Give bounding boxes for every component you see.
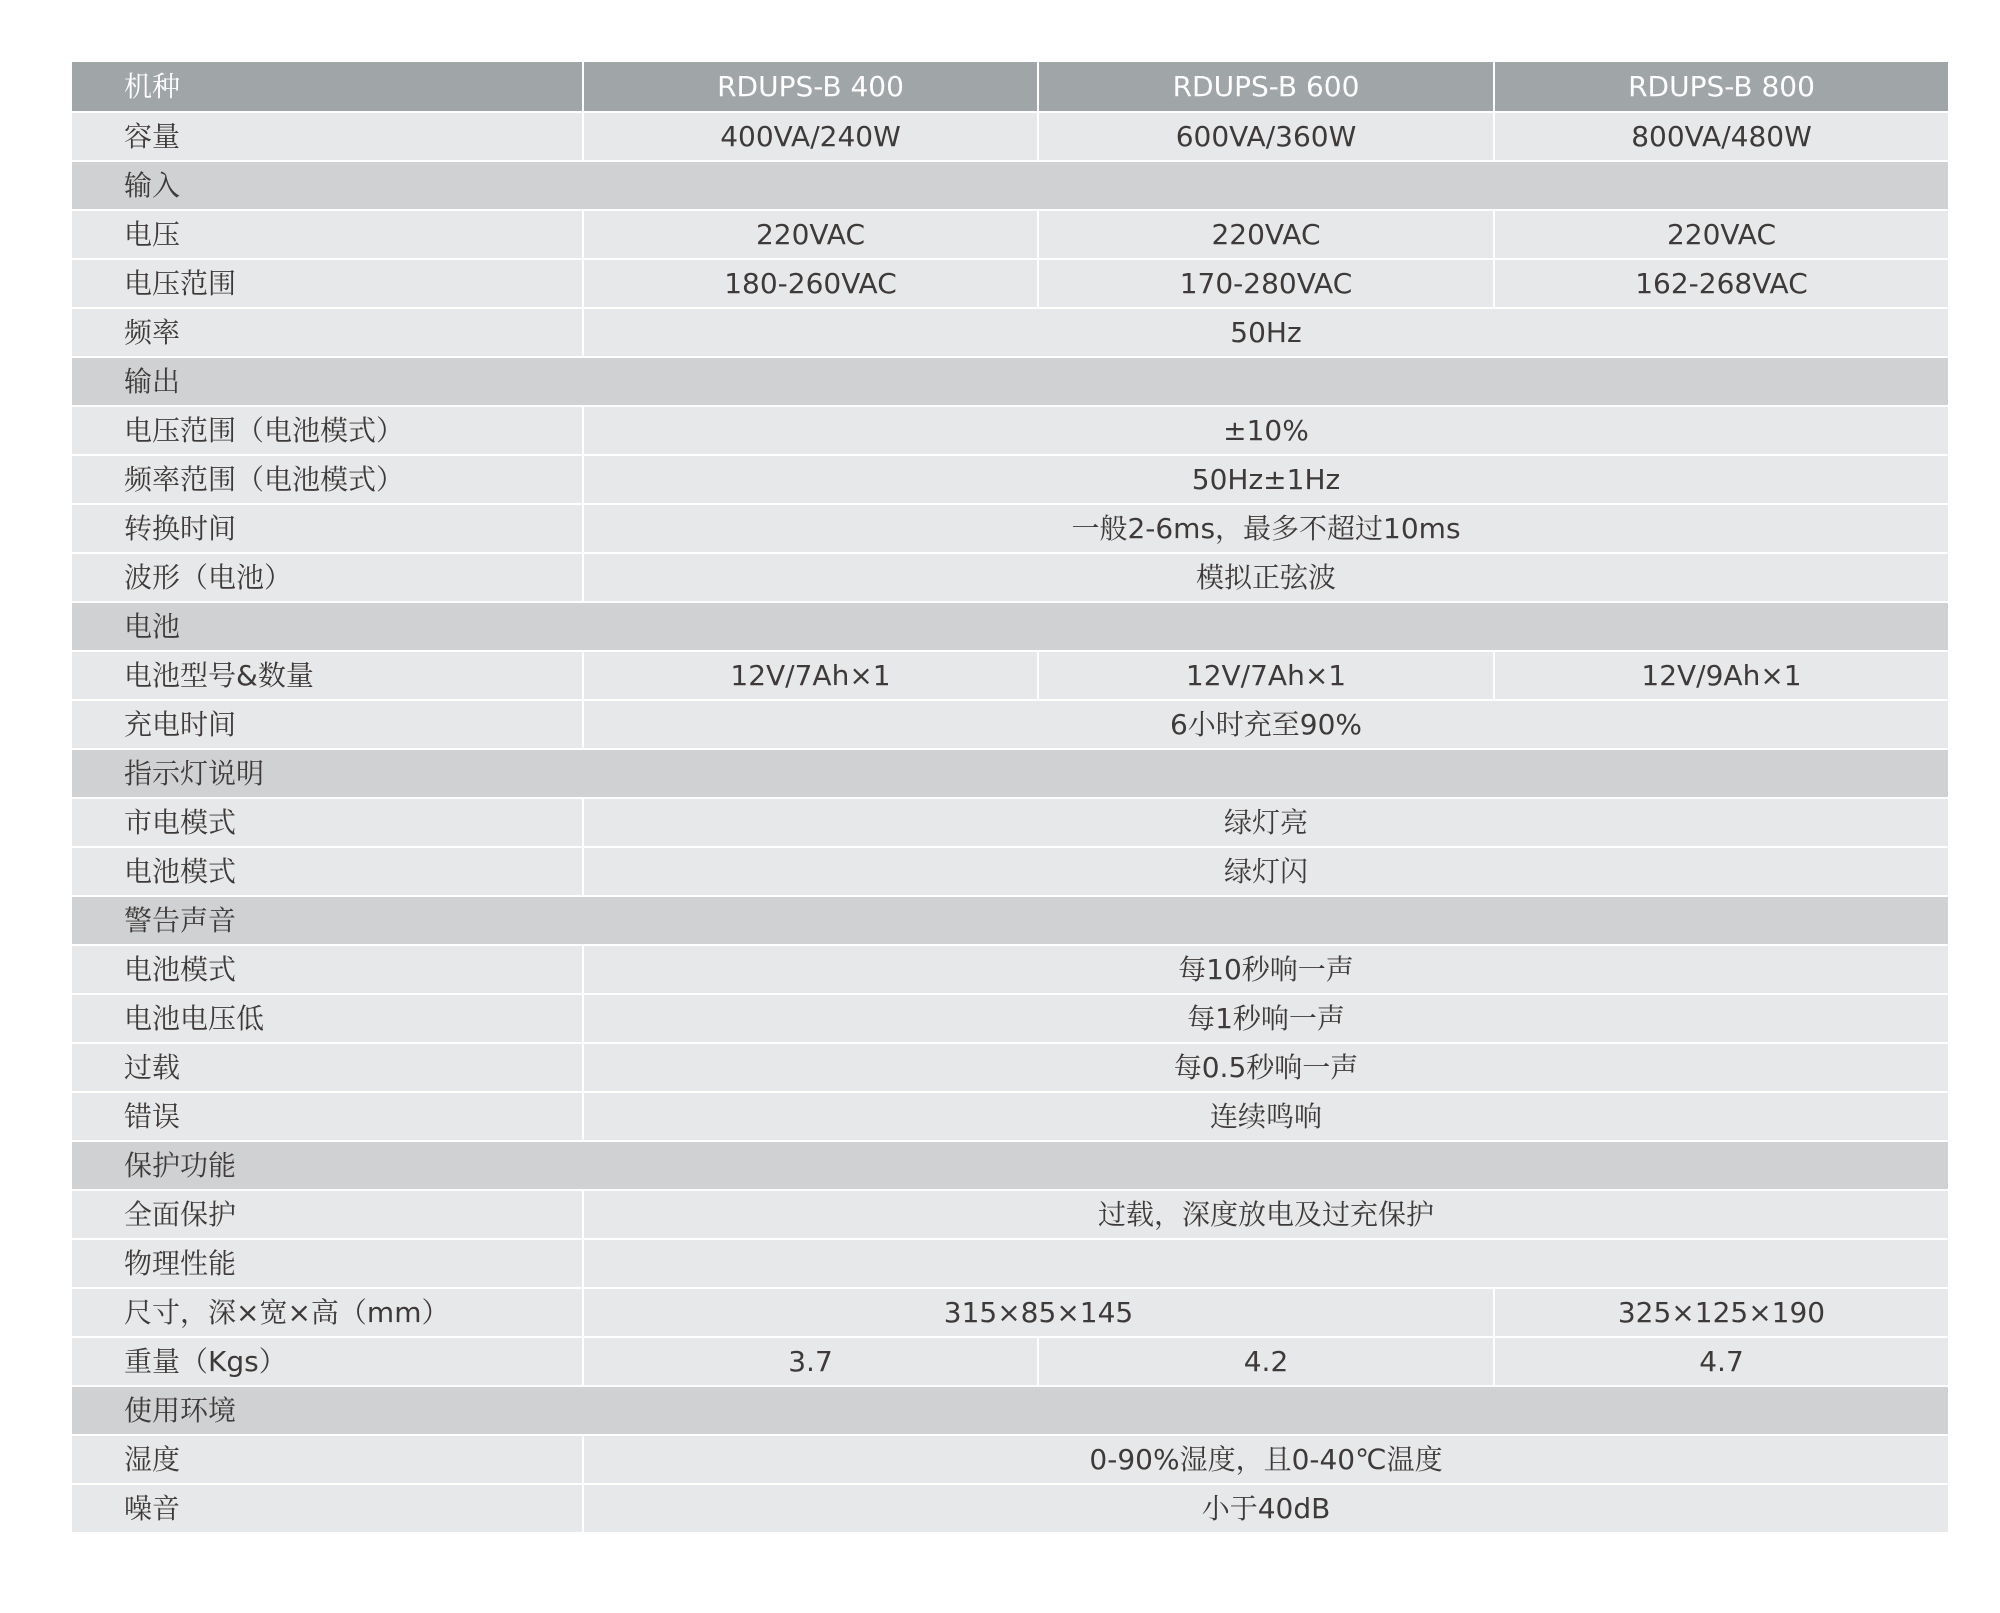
spec-value: 每0.5秒响一声 [583,1043,1949,1092]
spec-value: 50Hz [583,308,1949,357]
spec-value: 4.7 [1494,1337,1949,1386]
spec-value: 600VA/360W [1038,112,1494,161]
spec-row [71,308,1949,357]
spec-label: 错误 [71,1092,583,1141]
section-label: 输入 [71,161,1949,210]
spec-value: 绿灯闪 [583,847,1949,896]
spec-value: 小于40dB [583,1484,1949,1533]
section-row [71,749,1949,798]
spec-row [71,1435,1949,1484]
spec-row [71,553,1949,602]
model-header: RDUPS-B 800 [1494,61,1949,112]
section-row [71,1141,1949,1190]
spec-table [70,60,1950,1534]
spec-row [71,1288,1949,1337]
spec-row [71,1092,1949,1141]
spec-label: 电池模式 [71,945,583,994]
spec-value: 4.2 [1038,1337,1494,1386]
spec-value: 315×85×145 [583,1288,1494,1337]
spec-value: 12V/7Ah×1 [1038,651,1494,700]
spec-value: 连续鸣响 [583,1092,1949,1141]
spec-value: 220VAC [1038,210,1494,259]
spec-label: 容量 [71,112,583,161]
spec-row [71,406,1949,455]
spec-value: 3.7 [583,1337,1038,1386]
section-row [71,896,1949,945]
header-row [71,61,1949,112]
section-row [71,161,1949,210]
spec-label: 湿度 [71,1435,583,1484]
spec-value: 一般2-6ms，最多不超过10ms [583,504,1949,553]
spec-label: 全面保护 [71,1190,583,1239]
spec-row [71,1337,1949,1386]
spec-label: 电池模式 [71,847,583,896]
section-label: 警告声音 [71,896,1949,945]
section-label: 电池 [71,602,1949,651]
spec-value: 162-268VAC [1494,259,1949,308]
spec-row [71,994,1949,1043]
spec-row [71,1484,1949,1533]
spec-row [71,847,1949,896]
spec-label: 过载 [71,1043,583,1092]
section-label: 输出 [71,357,1949,406]
model-header: RDUPS-B 400 [583,61,1038,112]
spec-value: 每1秒响一声 [583,994,1949,1043]
spec-label: 转换时间 [71,504,583,553]
spec-row [71,651,1949,700]
spec-label: 波形（电池） [71,553,583,602]
spec-row [71,455,1949,504]
spec-row [71,1239,1949,1288]
spec-value: 800VA/480W [1494,112,1949,161]
section-row [71,357,1949,406]
spec-value: 400VA/240W [583,112,1038,161]
spec-row [71,798,1949,847]
spec-row [71,1190,1949,1239]
spec-value: 12V/9Ah×1 [1494,651,1949,700]
spec-label: 频率范围（电池模式） [71,455,583,504]
spec-label: 电压 [71,210,583,259]
spec-row [71,504,1949,553]
spec-value: 过载，深度放电及过充保护 [583,1190,1949,1239]
spec-row [71,210,1949,259]
spec-row [71,112,1949,161]
spec-value: 模拟正弦波 [583,553,1949,602]
section-row [71,1386,1949,1435]
spec-value: 6小时充至90% [583,700,1949,749]
section-label: 保护功能 [71,1141,1949,1190]
section-row [71,602,1949,651]
spec-label: 尺寸，深×宽×高（mm） [71,1288,583,1337]
spec-value: 每10秒响一声 [583,945,1949,994]
spec-label: 电池电压低 [71,994,583,1043]
spec-value: 绿灯亮 [583,798,1949,847]
spec-row [71,945,1949,994]
spec-value: 0-90%湿度，且0-40℃温度 [583,1435,1949,1484]
spec-value: 220VAC [1494,210,1949,259]
model-header: RDUPS-B 600 [1038,61,1494,112]
spec-label: 重量（Kgs） [71,1337,583,1386]
spec-value [583,1239,1949,1288]
spec-label: 噪音 [71,1484,583,1533]
spec-label: 市电模式 [71,798,583,847]
spec-row [71,1043,1949,1092]
spec-label: 电压范围（电池模式） [71,406,583,455]
section-label: 指示灯说明 [71,749,1949,798]
spec-label: 电压范围 [71,259,583,308]
header-label: 机种 [71,61,583,112]
spec-value: 50Hz±1Hz [583,455,1949,504]
spec-value: ±10% [583,406,1949,455]
spec-row [71,259,1949,308]
spec-value: 170-280VAC [1038,259,1494,308]
spec-value: 220VAC [583,210,1038,259]
spec-value: 180-260VAC [583,259,1038,308]
spec-table-body [71,61,1949,1533]
spec-value: 325×125×190 [1494,1288,1949,1337]
spec-label: 频率 [71,308,583,357]
spec-label: 电池型号&数量 [71,651,583,700]
spec-value: 12V/7Ah×1 [583,651,1038,700]
spec-label: 物理性能 [71,1239,583,1288]
spec-row [71,700,1949,749]
section-label: 使用环境 [71,1386,1949,1435]
spec-label: 充电时间 [71,700,583,749]
